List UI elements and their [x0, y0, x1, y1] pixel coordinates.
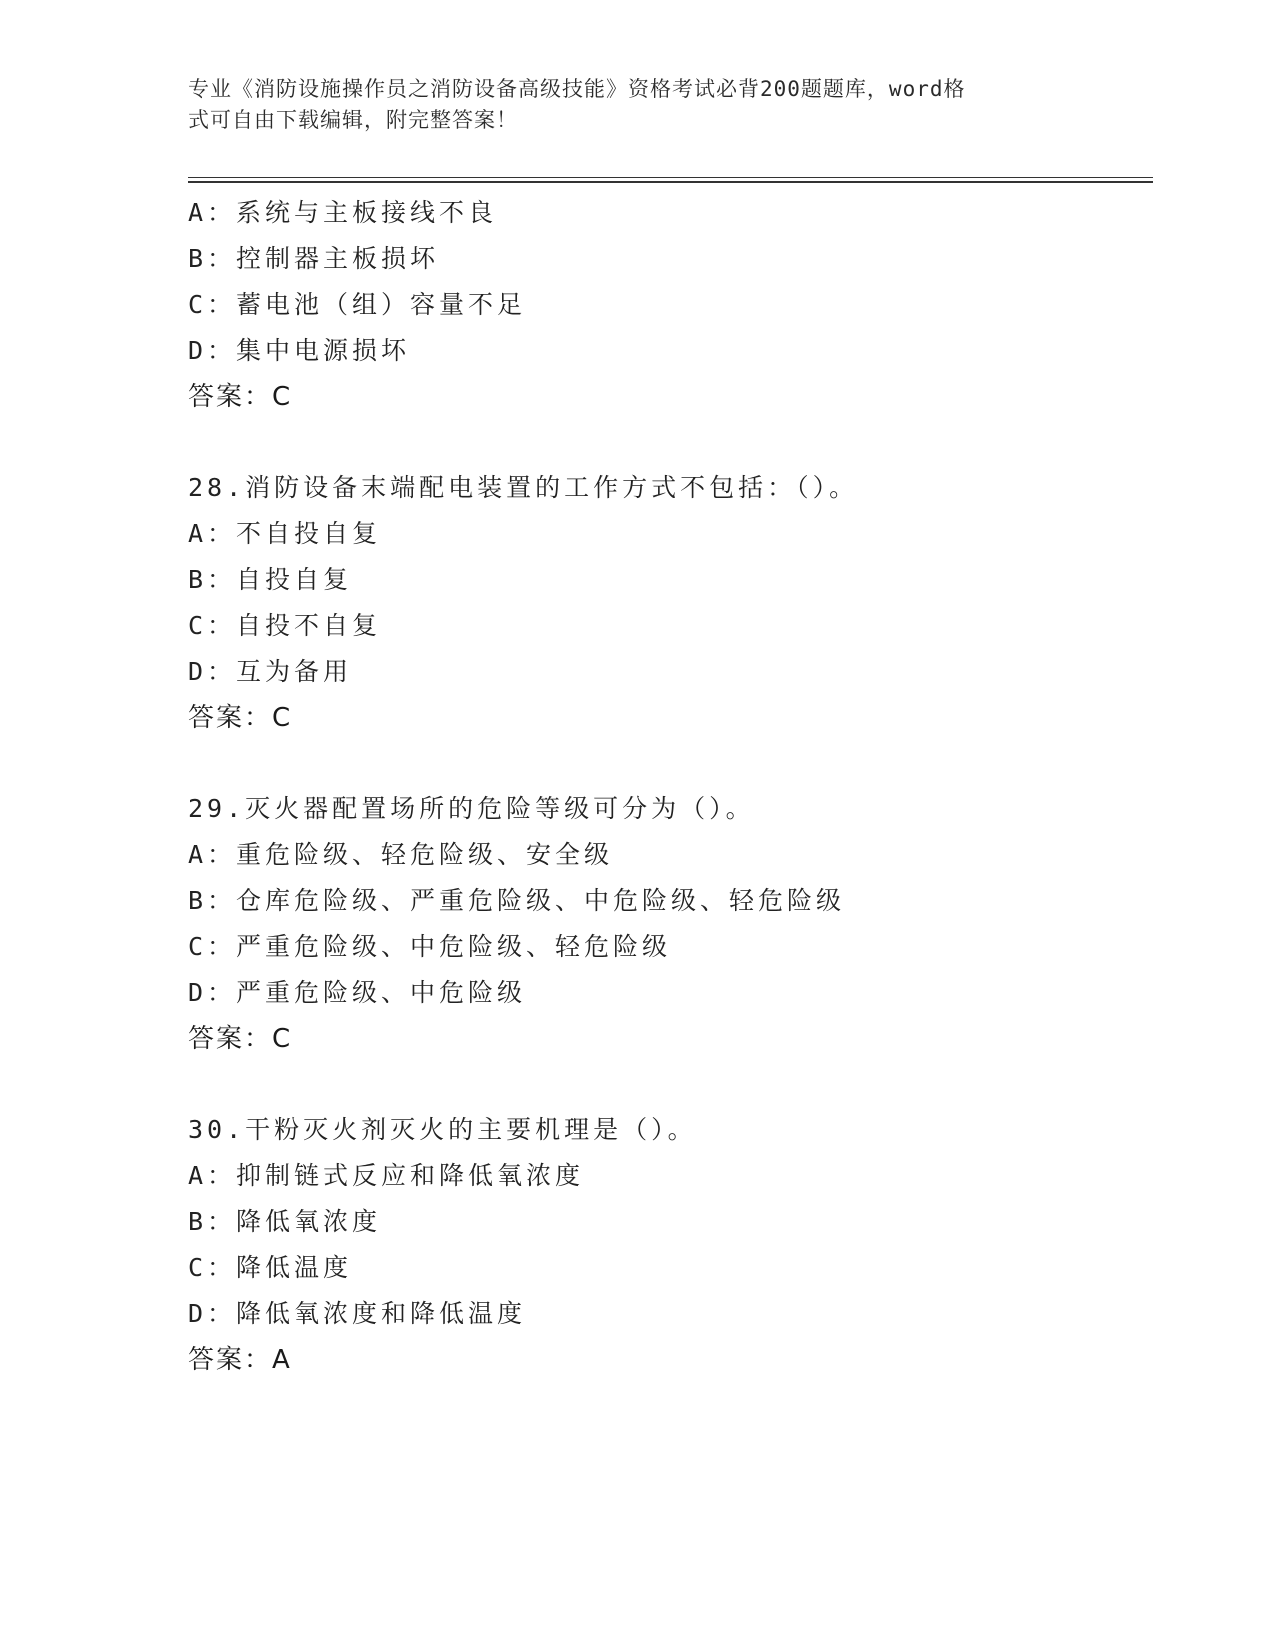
- answer-line: 答案：C: [188, 703, 293, 733]
- question-stem: 29.灭火器配置场所的危险等级可分为（）。: [188, 794, 755, 823]
- option-a: A：系统与主板接线不良: [188, 198, 498, 227]
- option-a: A：抑制链式反应和降低氧浓度: [188, 1161, 585, 1190]
- answer-line: 答案：A: [188, 1345, 292, 1375]
- spacer: [188, 741, 1148, 786]
- option-a: A：不自投自复: [188, 519, 382, 548]
- option-a: A：重危险级、轻危险级、安全级: [188, 840, 614, 869]
- spacer: [188, 1062, 1148, 1107]
- option-d: D：严重危险级、中危险级: [188, 978, 527, 1007]
- option-b: B：仓库危险级、严重危险级、中危险级、轻危险级: [188, 886, 846, 915]
- answer-line: 答案：C: [188, 382, 293, 412]
- option-c: C：蓄电池（组）容量不足: [188, 290, 527, 319]
- header-divider-thick: [188, 181, 1153, 183]
- header-divider-thin: [188, 177, 1153, 178]
- option-d: D：互为备用: [188, 657, 353, 686]
- question-block-30: [188, 1107, 1148, 1383]
- question-stem: 28.消防设备末端配电装置的工作方式不包括：（）。: [188, 473, 859, 502]
- spacer: [188, 420, 1148, 465]
- answer-line: 答案：C: [188, 1024, 293, 1054]
- header-line-2: 式可自由下载编辑，附完整答案！: [188, 108, 518, 132]
- header-line-1: 专业《消防设施操作员之消防设备高级技能》资格考试必背200题题库，word格: [188, 77, 966, 101]
- option-c: C：自投不自复: [188, 611, 382, 640]
- option-c: C：严重危险级、中危险级、轻危险级: [188, 932, 672, 961]
- option-d: D：集中电源损坏: [188, 336, 411, 365]
- option-b: B：自投自复: [188, 565, 353, 594]
- option-d: D：降低氧浓度和降低温度: [188, 1299, 527, 1328]
- option-b: B：降低氧浓度: [188, 1207, 382, 1236]
- question-block-28: [188, 465, 1148, 741]
- question-stem: 30.干粉灭火剂灭火的主要机理是（）。: [188, 1115, 697, 1144]
- question-block-29: [188, 786, 1148, 1062]
- question-block-previous: [188, 190, 1148, 420]
- question-list: [188, 190, 1148, 1383]
- option-c: C：降低温度: [188, 1253, 353, 1282]
- document-header: [188, 74, 1088, 136]
- option-b: B：控制器主板损坏: [188, 244, 440, 273]
